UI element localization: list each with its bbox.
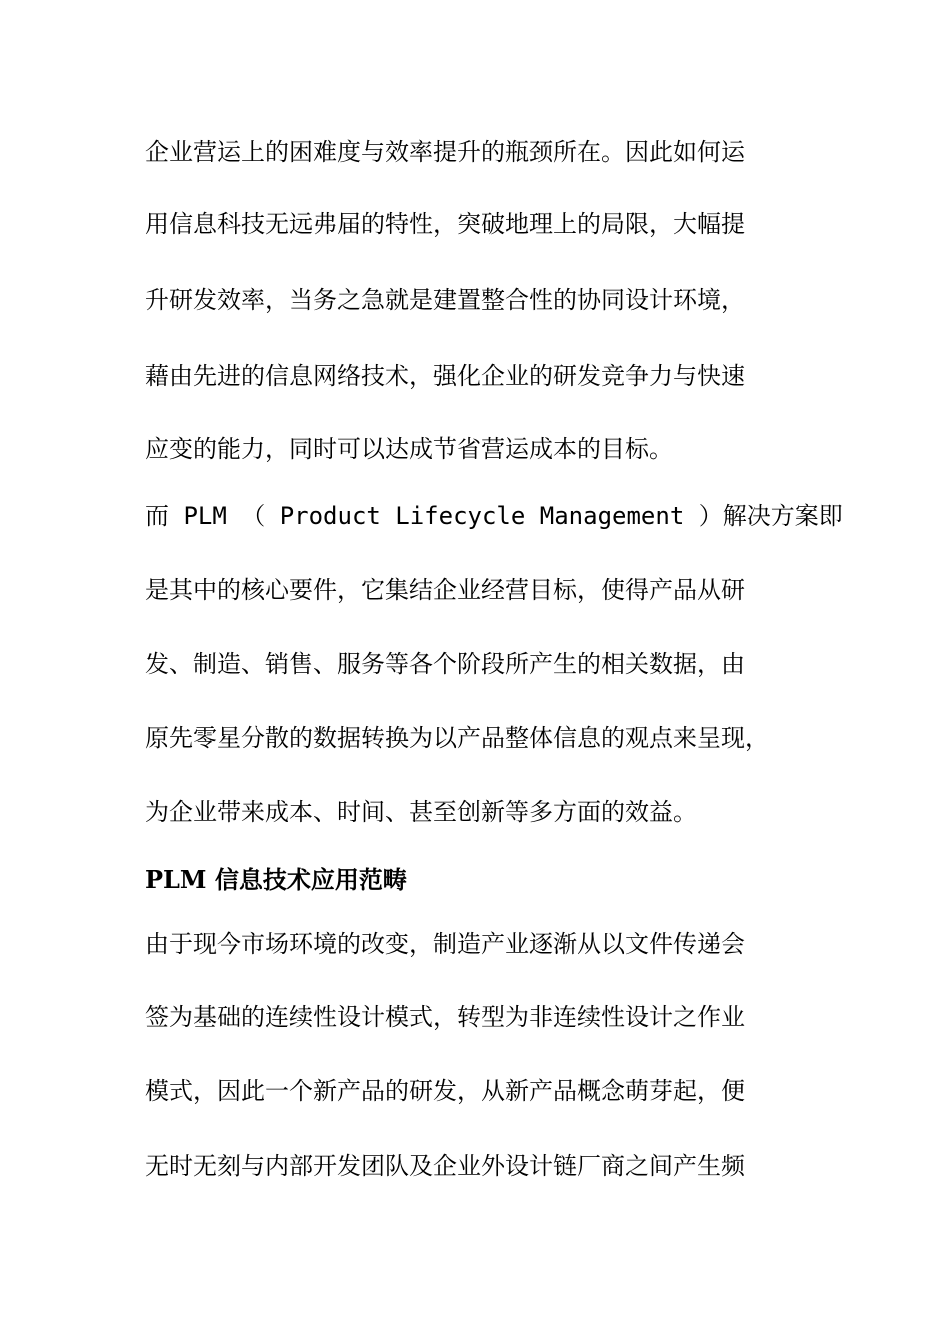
paragraph-1-line-2: 用信息科技无远弗届的特性，突破地理上的局限，大幅提	[145, 210, 745, 238]
paragraph-1-line-4: 藉由先进的信息网络技术，强化企业的研发竞争力与快速	[145, 362, 745, 390]
paragraph-3-line-2: 签为基础的连续性设计模式，转型为非连续性设计之作业	[145, 1003, 745, 1031]
paragraph-3-line-1: 由于现今市场环境的改变，制造产业逐渐从以文件传递会	[145, 930, 745, 958]
paragraph-1-line-5: 应变的能力，同时可以达成节省营运成本的目标。	[145, 435, 673, 463]
paragraph-2-line-1: 而 PLM （ Product Lifecycle Management ）解决方案即	[145, 502, 843, 530]
paragraph-3-line-3: 模式，因此一个新产品的研发，从新产品概念萌芽起，便	[145, 1077, 745, 1105]
paragraph-2-line-2: 是其中的核心要件，它集结企业经营目标，使得产品从研	[145, 576, 745, 604]
paragraph-1-line-1: 企业营运上的困难度与效率提升的瓶颈所在。因此如何运	[145, 138, 745, 166]
paragraph-1-line-3: 升研发效率，当务之急就是建置整合性的协同设计环境，	[145, 286, 745, 314]
paragraph-3-line-4: 无时无刻与内部开发团队及企业外设计链厂商之间产生频	[145, 1152, 745, 1180]
section-heading: PLM 信息技术应用范畴	[145, 865, 407, 894]
paragraph-2-line-4: 原先零星分散的数据转换为以产品整体信息的观点来呈现，	[145, 724, 769, 752]
paragraph-2-line-5: 为企业带来成本、时间、甚至创新等多方面的效益。	[145, 798, 697, 826]
paragraph-2-line-3: 发、制造、销售、服务等各个阶段所产生的相关数据，由	[145, 650, 745, 678]
